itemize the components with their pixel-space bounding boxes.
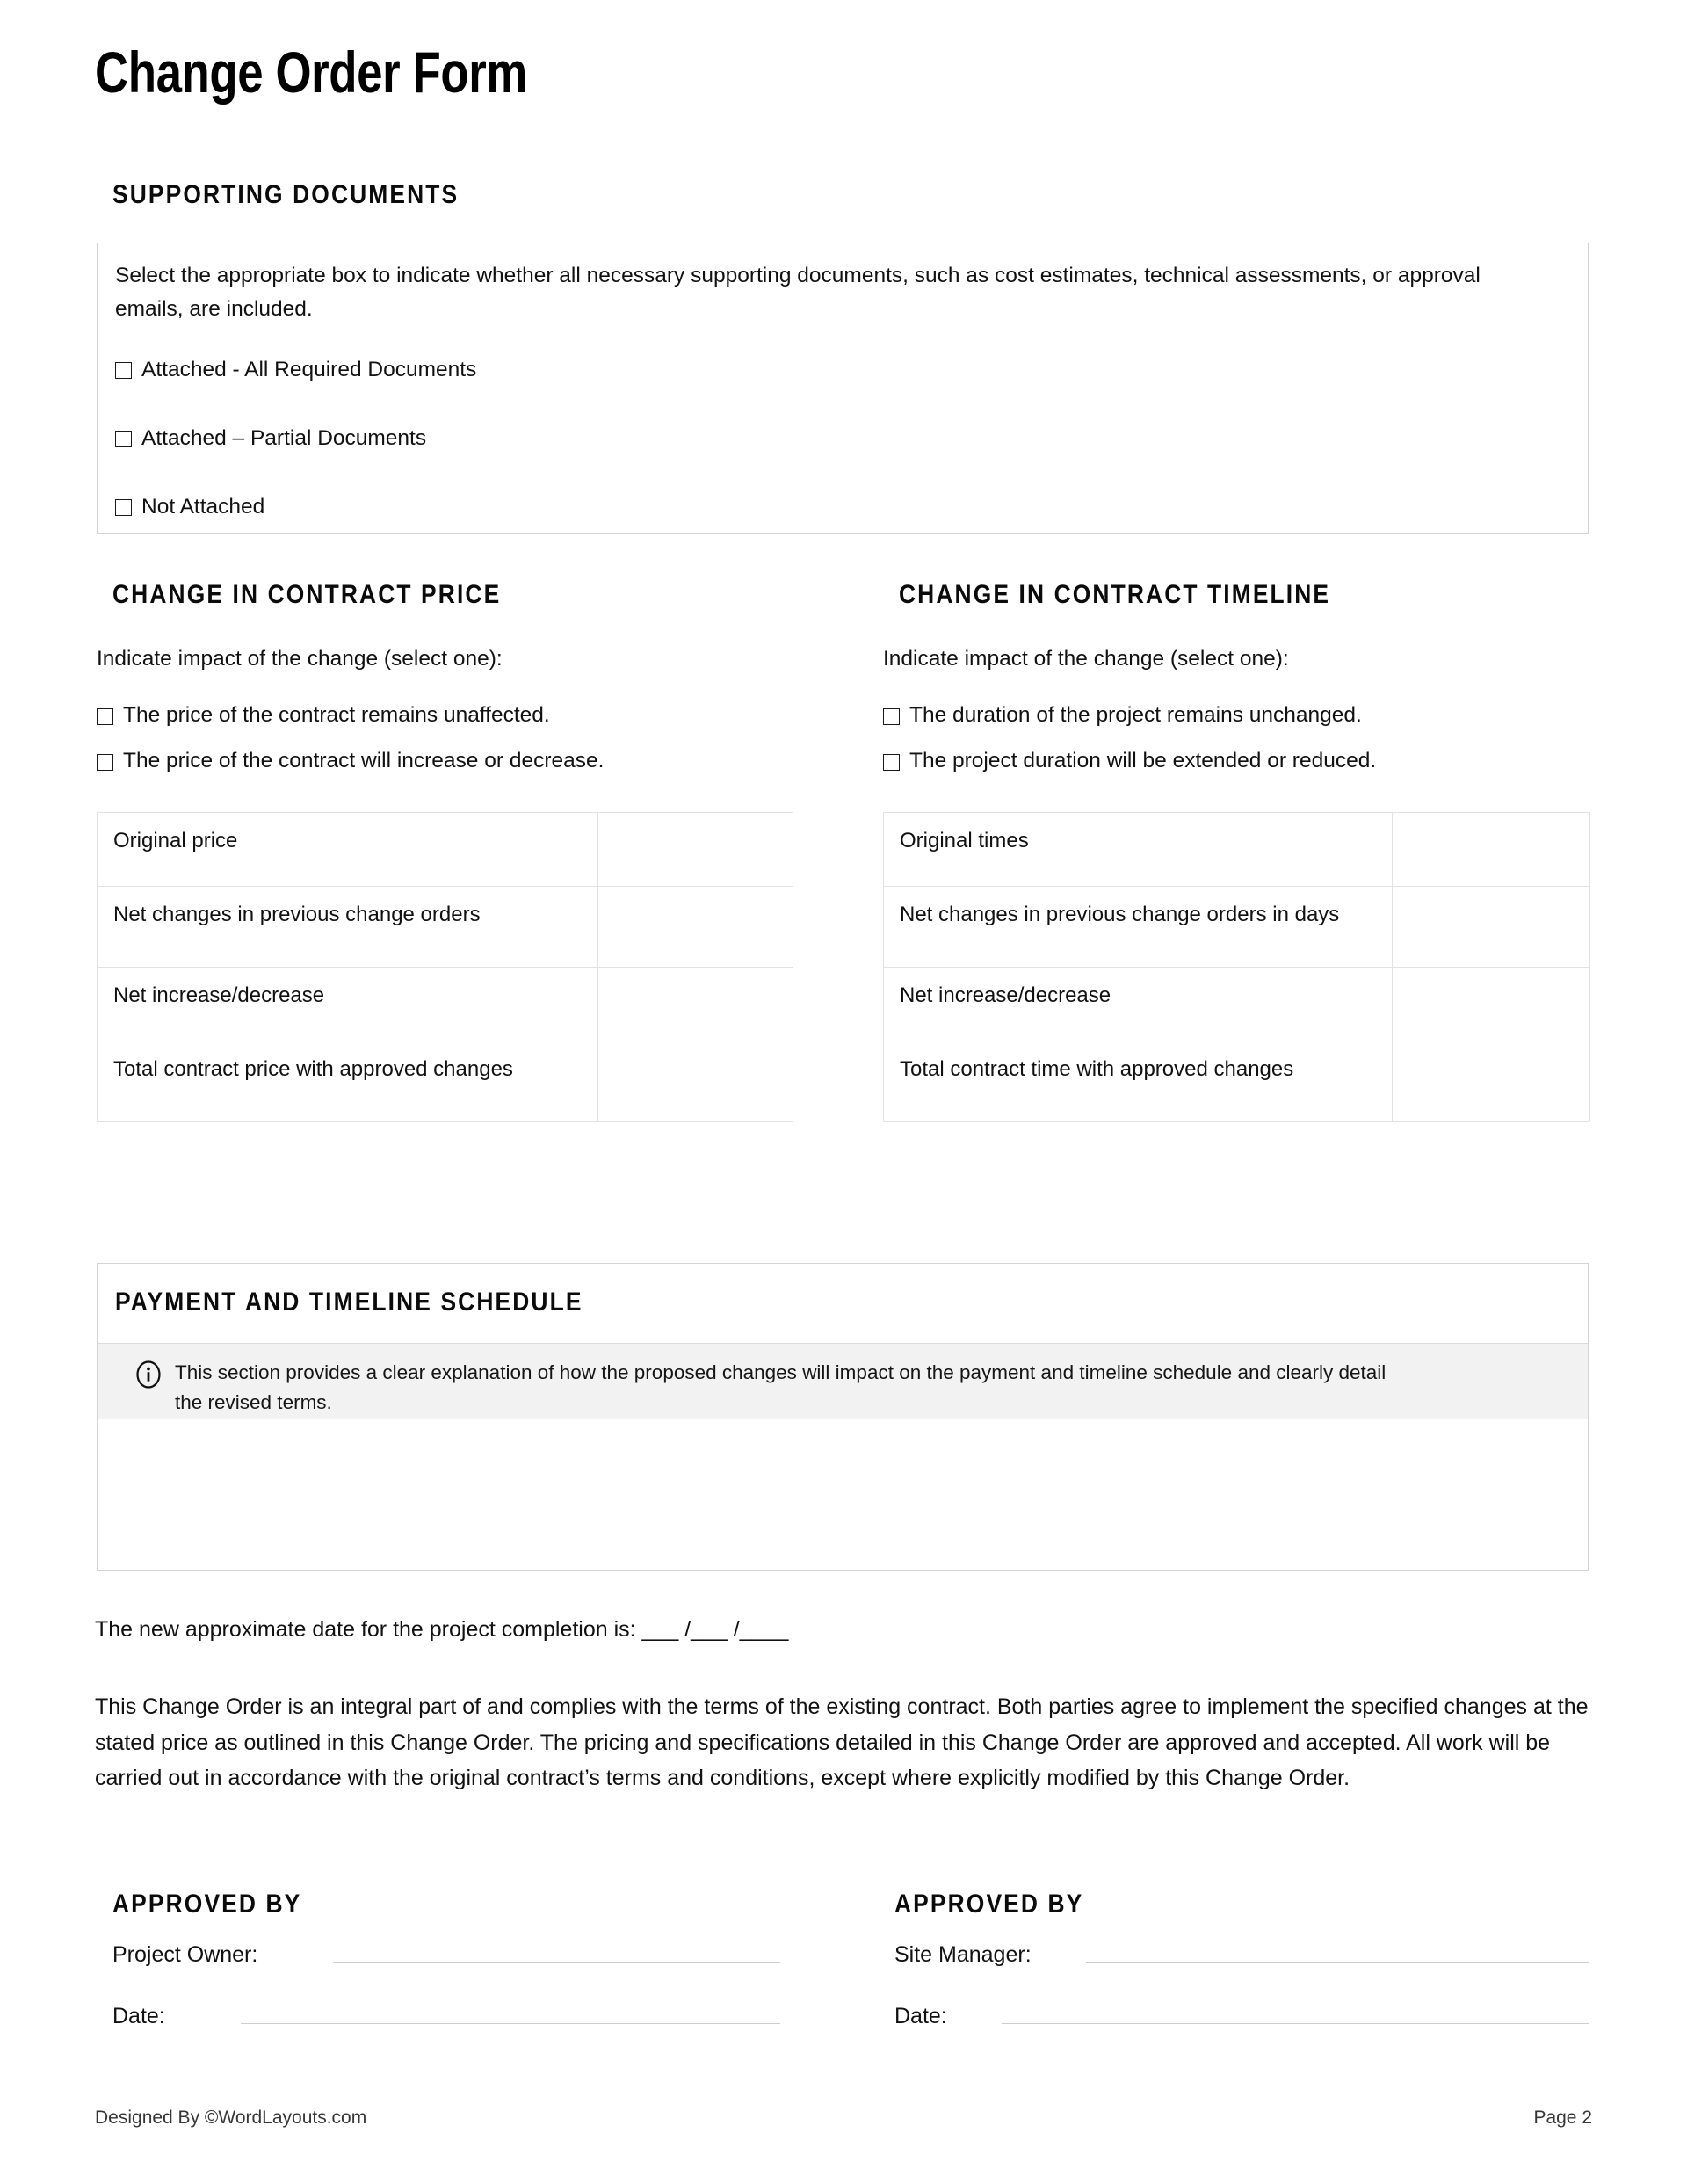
contract-price-table — [97, 812, 793, 1122]
contract-price-heading: CHANGE IN CONTRACT PRICE — [112, 580, 502, 609]
payment-schedule-header — [98, 1264, 1588, 1344]
row-label: Original times — [884, 813, 1393, 887]
row-value[interactable] — [598, 887, 793, 968]
row-value[interactable] — [1392, 813, 1589, 887]
info-icon — [122, 1358, 175, 1389]
row-label: Net changes in previous change orders in days — [884, 887, 1393, 968]
owner-date-field[interactable] — [241, 2023, 780, 2024]
timeline-option-extended-reduced[interactable] — [883, 749, 1376, 773]
table-row — [98, 813, 793, 887]
supporting-documents-intro: Select the appropriate box to indicate whether all necessary supporting documents, such as cost estimates, technical assessments, or approval emails, are included. — [115, 264, 1481, 321]
completion-date-line[interactable]: The new approximate date for the project completion is: ___ /___ /____ — [95, 1617, 789, 1642]
checkbox-icon[interactable] — [97, 754, 113, 771]
row-label: Net increase/decrease — [98, 968, 598, 1041]
row-value[interactable] — [598, 968, 793, 1041]
manager-date-field[interactable] — [1002, 2023, 1589, 2024]
checkbox-icon[interactable] — [883, 754, 900, 771]
footer-credit: Designed By ©WordLayouts.com — [95, 2108, 367, 2128]
contract-timeline-intro: Indicate impact of the change (select one): — [883, 647, 1289, 671]
row-label: Original price — [98, 813, 598, 887]
project-owner-label: Project Owner: — [112, 1942, 258, 1967]
site-manager-signature-field[interactable] — [1086, 1962, 1589, 1963]
payment-schedule-note-text: This section provides a clear explanation of how the proposed changes will impact on the payment and timeline schedule and clearly detail the revised terms. — [175, 1361, 1387, 1413]
supporting-documents-box — [97, 243, 1589, 534]
price-option-unaffected[interactable] — [97, 703, 550, 728]
row-label: Total contract price with approved changes — [98, 1041, 598, 1122]
owner-date-label: Date: — [112, 2004, 165, 2028]
table-row — [884, 968, 1590, 1041]
checkbox-icon[interactable] — [115, 431, 132, 447]
timeline-option-label: The duration of the project remains unchanged. — [909, 703, 1362, 727]
checkbox-icon[interactable] — [883, 708, 900, 725]
site-manager-row — [894, 1944, 1589, 1966]
row-value[interactable] — [1392, 1041, 1589, 1122]
page-footer — [95, 2108, 1592, 2129]
contract-timeline-table — [883, 812, 1590, 1122]
contract-price-intro: Indicate impact of the change (select one): — [97, 647, 503, 671]
payment-schedule-box — [97, 1263, 1589, 1571]
payment-schedule-input[interactable] — [98, 1419, 1588, 1570]
agreement-paragraph: This Change Order is an integral part of and complies with the terms of the existing contract. Both parties agree to implement the specified changes at the stated price as outlined in this Change Order. The pricing and specifications detailed in this Change Order are approved and accepted. All work will be carried out in accordance with the original contract’s terms and conditions, except where explicitly modified by this Change Order. — [95, 1694, 1589, 1790]
price-option-label: The price of the contract remains unaffected. — [123, 703, 550, 727]
supporting-option-partial[interactable] — [115, 425, 426, 451]
supporting-option-label: Not Attached — [141, 495, 265, 519]
manager-date-label: Date: — [894, 2004, 947, 2028]
supporting-documents-heading: SUPPORTING DOCUMENTS — [112, 180, 460, 209]
approved-by-heading: APPROVED BY — [112, 1890, 302, 1919]
footer-page-number: Page 2 — [1533, 2108, 1592, 2128]
site-manager-label: Site Manager: — [894, 1942, 1032, 1967]
payment-schedule-heading: PAYMENT AND TIMELINE SCHEDULE — [115, 1288, 583, 1317]
checkbox-icon[interactable] — [115, 362, 132, 379]
supporting-option-label: Attached – Partial Documents — [141, 426, 427, 450]
price-option-label: The price of the contract will increase or decrease. — [123, 749, 605, 773]
supporting-option-not-attached[interactable] — [115, 494, 264, 519]
table-row — [884, 813, 1590, 887]
contract-timeline-heading: CHANGE IN CONTRACT TIMELINE — [899, 580, 1331, 609]
manager-date-row — [894, 2006, 1589, 2028]
row-label: Total contract time with approved changes — [884, 1041, 1393, 1122]
row-label: Net changes in previous change orders — [98, 887, 598, 968]
approved-by-heading: APPROVED BY — [894, 1890, 1084, 1919]
row-value[interactable] — [1392, 887, 1589, 968]
checkbox-icon[interactable] — [97, 708, 113, 725]
row-value[interactable] — [598, 1041, 793, 1122]
table-row — [884, 887, 1590, 968]
supporting-option-label: Attached - All Required Documents — [141, 358, 477, 381]
row-label: Net increase/decrease — [884, 968, 1393, 1041]
table-row — [98, 1041, 793, 1122]
page-title: Change Order Form — [95, 40, 527, 105]
table-row — [98, 968, 793, 1041]
timeline-option-label: The project duration will be extended or reduced. — [909, 749, 1377, 773]
row-value[interactable] — [598, 813, 793, 887]
project-owner-row — [112, 1944, 780, 1966]
price-option-increase-decrease[interactable] — [97, 749, 604, 773]
timeline-option-unchanged[interactable] — [883, 703, 1362, 728]
table-row — [884, 1041, 1590, 1122]
checkbox-icon[interactable] — [115, 499, 132, 516]
owner-date-row — [112, 2006, 780, 2028]
payment-schedule-note — [98, 1344, 1588, 1419]
supporting-option-all-required[interactable] — [115, 357, 476, 382]
row-value[interactable] — [1392, 968, 1589, 1041]
project-owner-signature-field[interactable] — [333, 1962, 780, 1963]
table-row — [98, 887, 793, 968]
